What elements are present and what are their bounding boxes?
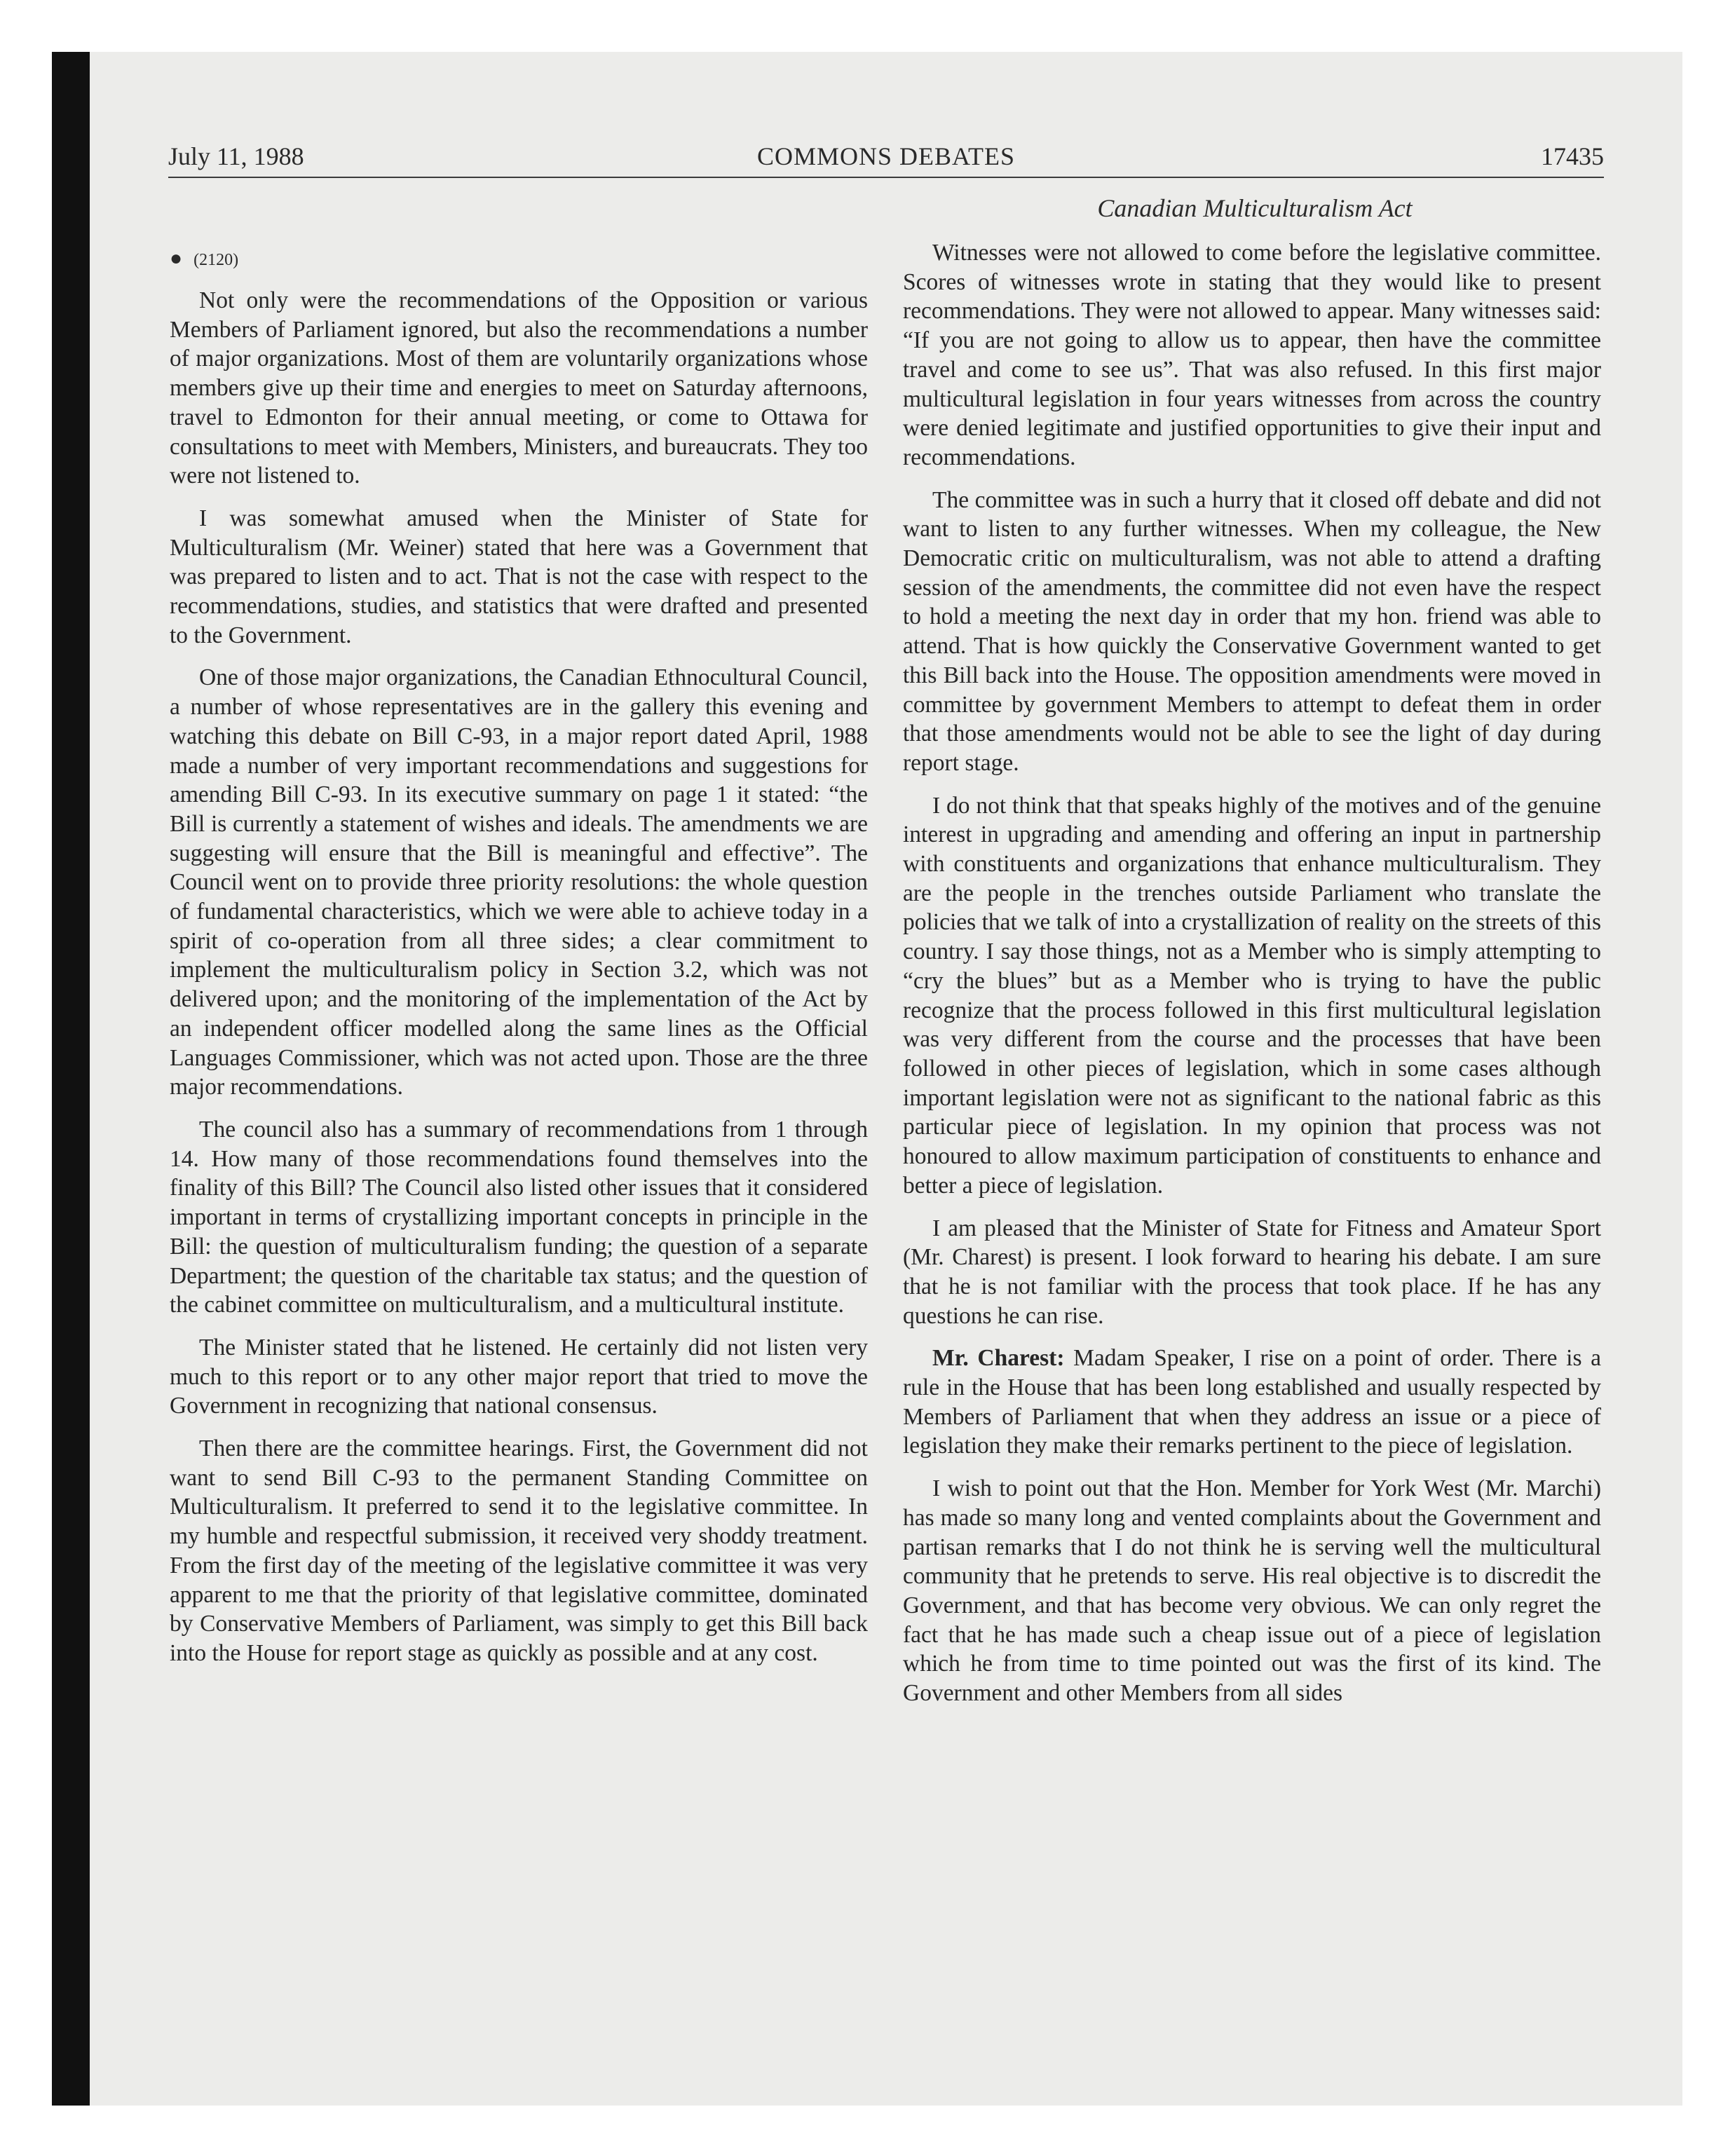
header-rule — [168, 177, 1604, 178]
left-column — [170, 286, 868, 1681]
speaker-text: Madam Speaker, I rise on a point of order. There is a rule in the House that has been long established and usually respected by Members of Parliament that when they address an issue or a piece of legislation they make their remarks pertinent to the piece of legislation. — [903, 1345, 1601, 1459]
paragraph: The council also has a summary of recommendations from 1 through 14. How many of those recommendations found themselves into the finality of this Bill? The Council also listed other issues that it considered important in terms of crystallizing important concepts in principle in the Bill: the question of multiculturalism funding; the question of a separate Department; the question of the charitable tax status; and the question of the cabinet committee on multiculturalism, and a multicultural institute. — [170, 1116, 868, 1318]
paragraph: Not only were the recommendations of the Opposition or various Members of Parliament ignored, but also the recommendations a number of major organizations. Most of them are voluntarily organizations whose members give up their time and energies to meet on Saturday afternoons, travel to Edmonton for their annual meeting, or come to Ottawa for consultations to meet with Members, Ministers, and bureaucrats. They too were not listened to. — [170, 287, 868, 489]
running-head: Canadian Multiculturalism Act — [1097, 194, 1413, 222]
timestamp — [170, 247, 238, 271]
paragraph: I wish to point out that the Hon. Member for York West (Mr. Marchi) has made so many long and vented complaints about the Government and partisan remarks that I do not think he is serving well the multicultural community that he pretends to serve. His real objective is to discredit the Government, and that has become very obvious. We can only regret the fact that he has made such a cheap issue out of a piece of legislation which he from time to time pointed out was the first of its kind. The Government and other Members from all sides — [903, 1475, 1601, 1707]
paragraph: The Minister stated that he listened. He certainly did not listen very much to this report or to any other major report that tried to move the Government in recognizing that national consensus. — [170, 1334, 868, 1419]
paragraph: One of those major organizations, the Canadian Ethnocultural Council, a number of whose representatives are in the gallery this evening and watching this debate on Bill C-93, in a major report dated April, 1988 made a number of very important recommendations and suggestions for amending Bill C-93. In its executive summary on page 1 it stated: “the Bill is currently a statement of wishes and ideals. The amendments we are suggesting will ensure that the Bill is meaningful and effective”. The Council went on to provide three priority resolutions: the whole question of fundamental characteristics, which we were able to achieve today in a spirit of co-operation from all three sides; a clear commitment to implement the multiculturalism policy in Section 3.2, which was not delivered upon; and the monitoring of the implementation of the Act by an independent officer modelled along the same lines as the Official Languages Commissioner, which was not acted upon. Those are the three major recommendations. — [170, 664, 868, 1100]
paragraph: I do not think that that speaks highly of the motives and of the genuine interest in upgrading and amending and offering an input in partnership with constituents and organizations that enhance multiculturalism. They are the people in the trenches outside Parliament who translate the policies that we talk of into a crystallization of reality on the streets of this country. I say those things, not as a Member who is simply attempting to “cry the blues” but as a Member who is trying to have the public recognize that the process followed in this first multicultural legislation was very different from the course and the processes that have been followed in other pieces of legislation, which in some cases although important legislation were not as significant to the national fabric as this particular piece of legislation. In my opinion that process was not honoured to allow maximum participation of constituents to enhance and better a piece of legislation. — [903, 792, 1601, 1199]
paragraph: I am pleased that the Minister of State for Fitness and Amateur Sport (Mr. Charest) is present. I look forward to hearing his debate. I am sure that he is not familiar with the process that took place. If he has any questions he can rise. — [903, 1215, 1601, 1329]
paragraph: The committee was in such a hurry that it closed off debate and did not want to listen to any further witnesses. When my colleague, the New Democratic critic on multiculturalism, was not able to attend a drafting session of the amendments, the committee did not even have the respect to hold a meeting the next day in order that my hon. friend was able to attend. That is how quickly the Conservative Government wanted to get this Bill back into the House. The opposition amendments were moved in committee by government Members to attempt to defeat them in order that those amendments would not be able to see the light of day during report stage. — [903, 486, 1601, 776]
right-column — [903, 238, 1601, 1721]
header-title: COMMONS DEBATES — [756, 142, 1016, 170]
paragraph: I was somewhat amused when the Minister of State for Multiculturalism (Mr. Weiner) stated that here was a Government that was prepared to listen and to act. That is not the case with respect to the recommendations, studies, and statistics that were drafted and presented to the Government. — [170, 505, 868, 648]
scan-border — [52, 52, 90, 2106]
header-date: July 11, 1988 — [168, 142, 304, 170]
speaker-paragraph — [903, 1344, 1601, 1461]
paragraph: Witnesses were not allowed to come before the legislative committee. Scores of witnesses wrote in stating that they would like to present recommendations. They were not allowed to appear. Many witnesses said: “If you are not going to allow us to appear, then have the committee travel and come to see us”. That was also refused. In this first major multicultural legislation in four years witnesses from across the country were denied legitimate and justified opportunities to give their input and recommendations. — [903, 240, 1601, 470]
timestamp-text: (2120) — [193, 251, 239, 269]
page-header — [168, 142, 1604, 181]
speaker-name: Mr. Charest: — [932, 1345, 1065, 1372]
paragraph: Then there are the committee hearings. First, the Government did not want to send Bill C-93 to the permanent Standing Committee on Multiculturalism. It preferred to send it to the legislative committee. In my humble and respectful submission, it received very shoddy treatment. From the first day of the meeting of the legislative committee it was very apparent to me that the priority of that legislative committee, dominated by Conservative Members of Parliament, was simply to get this Bill back into the House for report stage as quickly as possible and at any cost. — [170, 1435, 868, 1666]
bullet-icon: ● — [170, 247, 183, 270]
page-number: 17435 — [1541, 142, 1604, 170]
